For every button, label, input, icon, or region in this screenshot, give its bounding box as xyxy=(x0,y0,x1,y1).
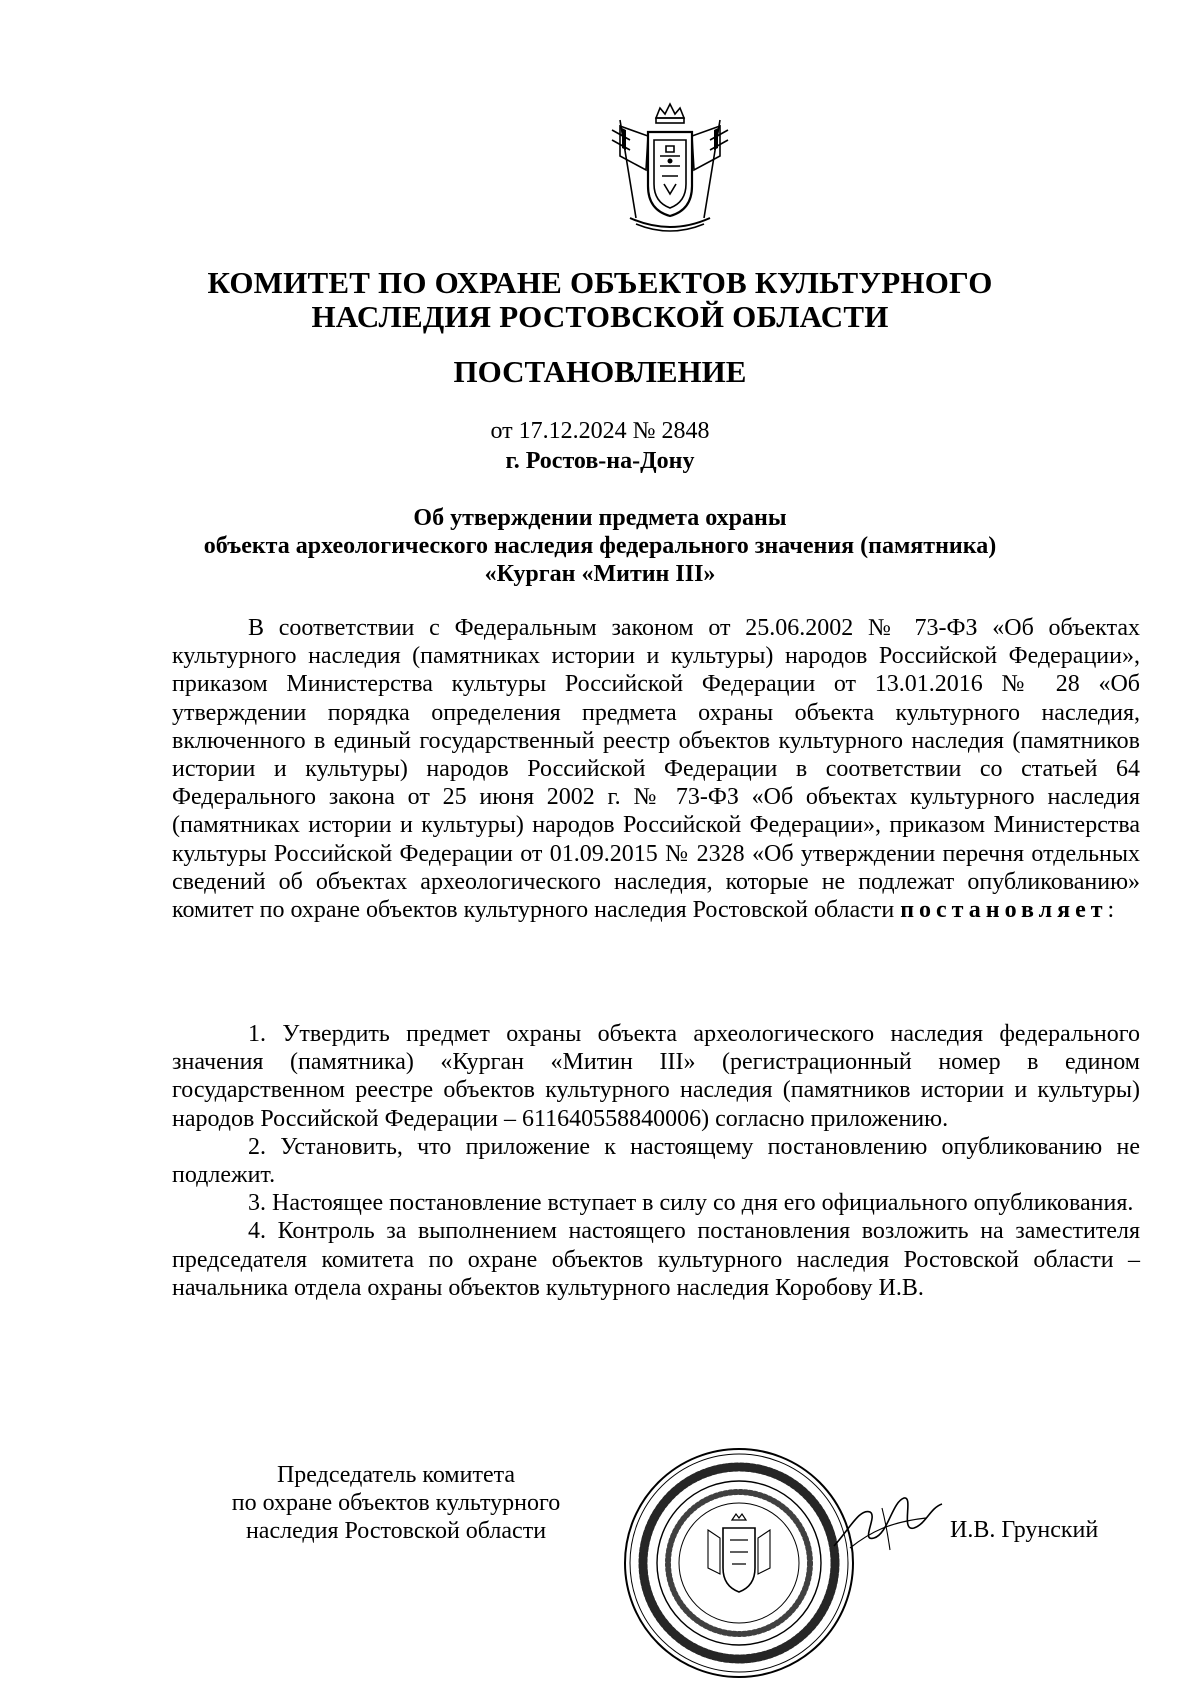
document-type: ПОСТАНОВЛЕНИЕ xyxy=(453,354,747,389)
list-item: 4. Контроль за выполнением настоящего постановления возложить на заместителя председателя комитета по охране объектов культурного наследия Ростовской области – начальника отдела охраны объектов культурного наследия Коробову И.В. xyxy=(172,1218,1140,1301)
subject-line-1: Об утверждении предмета охраны xyxy=(413,505,787,531)
signatory-name: И.В. Грунский xyxy=(950,1517,1099,1543)
org-line-2: НАСЛЕДИЯ РОСТОВСКОЙ ОБЛАСТИ xyxy=(311,299,889,334)
city-line: г. Ростов-на-Дону xyxy=(505,448,695,474)
preamble-end: : xyxy=(1107,897,1115,924)
coat-of-arms-icon xyxy=(600,100,740,240)
date-number-line: от 17.12.2024 № 2848 xyxy=(490,418,710,444)
official-seal-icon xyxy=(620,1444,858,1682)
subject-line-3: «Курган «Митин III» xyxy=(484,561,716,587)
preamble-text: В соответствии с Федеральным законом от 25.06.2002 № 73-ФЗ «Об объектах культурного наследия (памятниках истории и культуры) народов Российской Федерации», приказом Министерства культуры Российской Федерации от 13.01.2016 № 28 «Об утверждении порядка определения предмета охраны объекта культурного наследия, включенного в единый государственный реестр объектов культурного наследия (памятников истории и культуры) народов Российской Федерации в соответствии со статьей 64 Федерального закона от 25 июня 2002 г. № 73-ФЗ «Об объектах культурного наследия (памятниках истории и культуры) народов Российской Федерации», приказом Министерства культуры Российской Федерации от 01.09.2015 № 2328 «Об утверждении перечня отдельных сведений об объектах археологического наследия, которые не подлежат опубликованию» комитет по охране объектов культурного наследия Ростовской области xyxy=(172,615,1140,924)
signatory-title-line-1: Председатель комитета xyxy=(276,1462,516,1488)
subject-line-2: объекта археологического наследия федерального значения (памятника) xyxy=(203,533,997,559)
preamble-paragraph xyxy=(172,614,1140,924)
decree-word: постановляет xyxy=(900,897,1108,924)
signatory-title-line-3: наследия Ростовской области xyxy=(245,1518,547,1544)
resolution-items xyxy=(172,1020,1140,1302)
list-item: 3. Настоящее постановление вступает в силу со дня его официального опубликования. xyxy=(248,1190,1134,1217)
signatory-title xyxy=(186,1461,606,1545)
handwritten-signature-icon xyxy=(830,1488,950,1558)
org-line-1: КОМИТЕТ ПО ОХРАНЕ ОБЪЕКТОВ КУЛЬТУРНОГО xyxy=(207,265,993,300)
document-subject xyxy=(0,504,1200,588)
list-item: 2. Установить, что приложение к настоящему постановлению опубликованию не подлежит. xyxy=(172,1133,1140,1189)
signatory-title-line-2: по охране объектов культурного xyxy=(231,1490,561,1516)
list-item: 1. Утвердить предмет охраны объекта археологического наследия федерального значения (памятника) «Курган «Митин III» (регистрационный номер в едином государственном реестре объектов культурного наследия (памятников истории и культуры) народов Российской Федерации – 611640558840006) согласно приложению. xyxy=(172,1021,1140,1132)
organization-name xyxy=(0,266,1200,334)
